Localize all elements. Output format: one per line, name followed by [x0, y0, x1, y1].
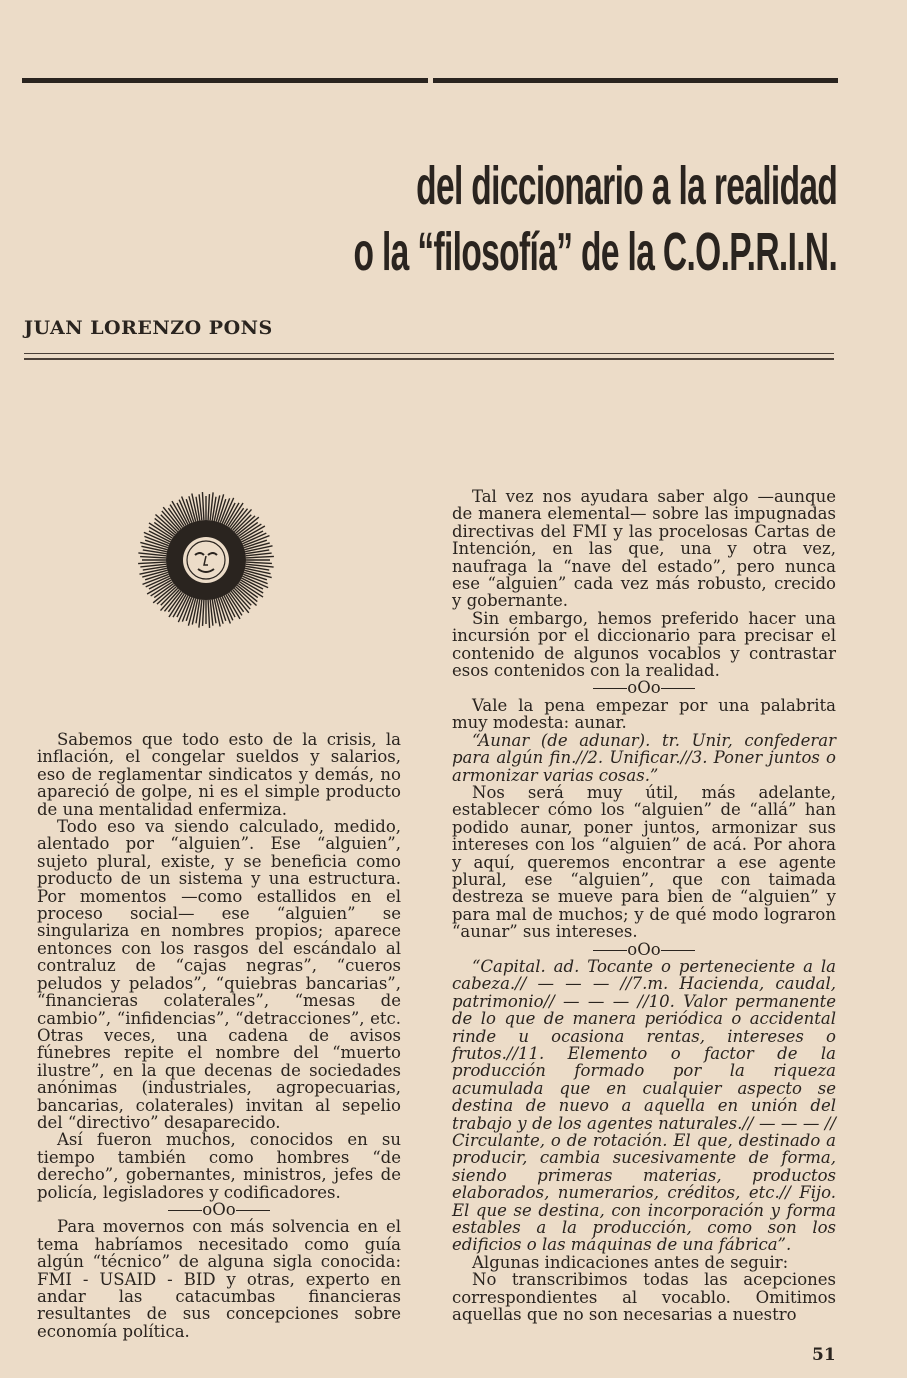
section-separator: oOo: [452, 941, 836, 958]
right-paragraph-2: Sin embargo, hemos preferido hacer una incursión por el diccionario para precisar el contenido de algunos vocablos y contrastar esos contenidos con la realidad.: [452, 608, 836, 681]
sun-face-emblem-icon: [138, 492, 274, 628]
left-paragraph-2: Todo eso va siendo calculado, medido, alentado por “alguien”. Ese “alguien”, sujeto plural, existe, y se beneficia como producto de un sistema y una estructura. Por momentos —como estallidos en el proceso social— ese “alguien” se singulariza en nombres propios; aparece entonces con los rasgos del escándalo al contraluz de “cajas negras”, “cueros peludos y pelados”, “quiebras bancarias”, “financieras colaterales”, “mesas de cambio”, “infidencias”, “detracciones”, etc. Otras veces, una cadena de avisos fúnebres repite el nombre del “muerto ilustre”, en la que decenas de sociedades anónimas (industriales, agropecuarias, bancarias, colaterales) invitan al sepelio del “directivo” desaparecido.: [37, 817, 401, 1132]
right-paragraph-1: Tal vez nos ayudara saber algo —aunque de manera elemental— sobre las impugnadas directivas del FMI y las procelosas Cartas de Intención, en las que, una y otra vez, naufraga la “nave del estado”, pero nunca ese “alguien” cada vez más robusto, crecido y gobernante.: [452, 487, 836, 611]
author-name: JUAN LORENZO PONS: [24, 317, 273, 339]
top-rule-right: [433, 78, 838, 83]
section-separator: oOo: [452, 679, 836, 696]
right-paragraph-6: No transcribimos todas las acepciones correspondientes al vocablo. Omitimos aquellas que no son necesarias a nuestro: [452, 1270, 836, 1325]
left-paragraph-3: Así fueron muchos, conocidos en su tiempo también como hombres “de derecho”, gobernantes, ministros, jefes de policía, legisladores y codificadores.: [37, 1130, 401, 1202]
right-paragraph-3: Vale la pena empezar por una palabrita muy modesta: aunar.: [452, 695, 836, 733]
right-column: [452, 488, 836, 1324]
article-title-line2: o la “filosofía” de la C.O.P.R.I.N.: [353, 222, 837, 282]
byline-rule-thin: [24, 353, 834, 354]
definition-capital: “Capital. ad. Tocante o perteneciente a la cabeza.// — — — //7.m. Hacienda, caudal, patrimonio// — — — //10. Valor permanente de lo que de manera periódica o accidental rinde u ocasiona rentas, intereses o frutos.//11. Elemento o factor de la producción formado por la riqueza acumulada que en cualquier aspecto se destina de nuevo a aquella en unión del trabajo y de los agentes naturales.// — — — // Circulante, o de rotación. El que, destinado a producir, cambia sucesivamente de forma, siendo primeras materias, productos elaborados, numerarios, créditos, etc.// Fijo. El que se destina, con incorporación y forma estables a la producción, como son los edificios o las máquinas de una fábrica”.: [452, 956, 836, 1255]
left-column: [37, 731, 401, 1340]
top-rule-left: [22, 78, 428, 83]
left-paragraph-4: Para movernos con más solvencia en el tema habríamos necesitado como guía algún “técnico” de alguna sigla conocida: FMI - USAID - BID y otras, experto en andar las catacumbas financieras resultantes de sus concepciones sobre economía política.: [37, 1217, 401, 1341]
page-number: 51: [812, 1345, 836, 1365]
left-paragraph-1: Sabemos que todo esto de la crisis, la inflación, el congelar sueldos y salarios, eso de reglamentar sindicatos y demás, no apareció de golpe, ni es el simple producto de una mentalidad enfermiza.: [37, 730, 401, 819]
right-paragraph-5: Algunas indicaciones antes de seguir:: [472, 1252, 789, 1272]
section-separator: oOo: [37, 1201, 401, 1218]
definition-aunar: “Aunar (de adunar). tr. Unir, confederar para algún fin.//2. Unificar.//3. Poner juntos o armonizar varias cosas.”: [452, 730, 836, 785]
article-title-line1: del diccionario a la realidad: [415, 156, 837, 216]
byline-rule-thick: [24, 358, 834, 360]
right-paragraph-4: Nos será muy útil, más adelante, establecer cómo los “alguien” de “allá” han podido aunar, poner juntos, armonizar sus intereses con los “alguien” de acá. Por ahora y aquí, queremos encontrar a ese agente plural, ese “alguien”, que con taimada destreza se mueve para bien de “alguien” y para mal de muchos; y de qué modo lograron “aunar” sus intereses.: [452, 782, 836, 942]
